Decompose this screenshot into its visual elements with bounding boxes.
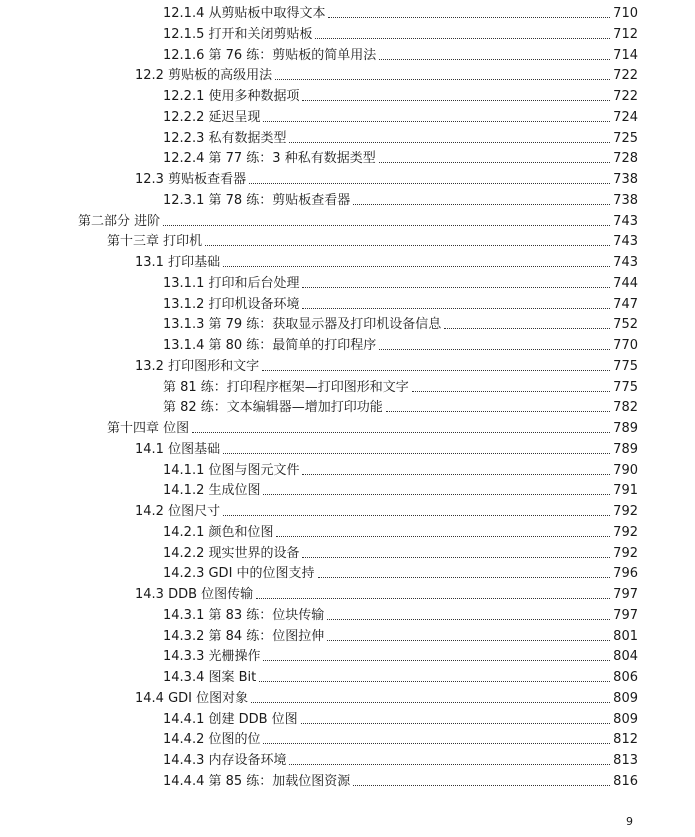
toc-leader-dots [328, 16, 610, 18]
toc-entry-title: 14.3.2 第 84 练：位图拉伸 [163, 628, 325, 644]
toc-entry [163, 313, 638, 333]
toc-entry-page: 812 [613, 732, 638, 748]
toc-entry [135, 438, 638, 458]
toc-entry [163, 749, 638, 769]
toc-entry [163, 770, 638, 790]
toc-entry-page: 790 [613, 462, 638, 478]
toc-leader-dots [327, 618, 610, 620]
toc-leader-dots [205, 244, 610, 246]
toc-entry-title: 14.3 DDB 位图传输 [135, 587, 254, 602]
toc-entry-title: 13.1.1 打印和后台处理 [163, 275, 300, 291]
toc-leader-dots [379, 58, 610, 60]
toc-entry-title: 14.4 GDI 位图对象 [135, 690, 249, 706]
toc-leader-dots [302, 307, 610, 309]
toc-entry-page: 792 [613, 504, 638, 519]
toc-entry [135, 168, 638, 188]
toc-entry-title: 12.2.3 私有数据类型 [163, 130, 287, 146]
toc-entry-title: 14.4.3 内存设备环境 [163, 753, 287, 768]
toc-entry-page: 816 [613, 773, 638, 789]
toc-entry-title: 14.4.1 创建 DDB 位图 [163, 711, 298, 727]
toc-leader-dots [163, 224, 610, 226]
toc-entry-title: 14.4.4 第 85 练：加载位图资源 [163, 773, 351, 789]
toc-entry-page: 801 [613, 628, 638, 644]
toc-entry-title: 12.1.6 第 76 练：剪贴板的简单用法 [163, 47, 377, 63]
toc-entry-page: 722 [613, 68, 638, 84]
toc-entry [135, 687, 638, 707]
toc-leader-dots [379, 161, 610, 163]
toc-entry-page: 738 [613, 172, 638, 187]
toc-leader-dots [379, 348, 610, 350]
toc-entry-page: 796 [613, 566, 638, 582]
toc-leader-dots [262, 369, 610, 371]
toc-leader-dots [327, 639, 610, 641]
toc-entry-page: 806 [613, 670, 638, 685]
toc-entry-page: 789 [613, 421, 638, 436]
toc-entry [135, 500, 638, 520]
toc-entry [163, 147, 638, 167]
toc-leader-dots [302, 99, 610, 101]
toc-entry [135, 355, 638, 375]
toc-entry-page: 813 [613, 753, 638, 768]
toc-entry-title: 12.2.1 使用多种数据项 [163, 89, 300, 104]
toc-entry-title: 13.2 打印图形和文字 [135, 358, 260, 374]
toc-entry-title: 第十四章 位图 [107, 421, 190, 436]
toc-entry-title: 第 82 练：文本编辑器—增加打印功能 [163, 400, 383, 416]
toc-entry-page: 743 [613, 234, 638, 250]
toc-leader-dots [223, 452, 610, 454]
toc-entry [163, 23, 638, 43]
toc-entry-title: 14.2 位图尺寸 [135, 504, 221, 519]
toc-entry [163, 562, 638, 582]
page-number: 9 [626, 815, 633, 828]
toc-entry [107, 417, 638, 437]
toc-entry-title: 第十三章 打印机 [107, 234, 203, 250]
toc-entry-page: 724 [613, 109, 638, 125]
toc-entry-page: 775 [613, 358, 638, 374]
toc-entry-page: 797 [613, 587, 638, 602]
toc-leader-dots [444, 327, 610, 329]
toc-entry-title: 14.4.2 位图的位 [163, 732, 261, 748]
toc-entry-page: 722 [613, 89, 638, 104]
toc-entry-title: 13.1 打印基础 [135, 255, 221, 270]
toc-leader-dots [223, 514, 610, 516]
toc-entry-page: 710 [613, 6, 638, 21]
toc-entry-title: 13.1.4 第 80 练：最简单的打印程序 [163, 338, 377, 353]
toc-entry-title: 12.2.4 第 77 练：3 种私有数据类型 [163, 151, 376, 167]
toc-entry [163, 106, 638, 126]
toc-entry-title: 14.1.2 生成位图 [163, 483, 261, 499]
toc-entry [163, 479, 638, 499]
toc-entry-title: 12.3 剪贴板查看器 [135, 172, 247, 187]
toc-leader-dots [386, 410, 610, 412]
toc-leader-dots [263, 120, 610, 122]
toc-leader-dots [256, 597, 610, 599]
toc-entry [163, 334, 638, 354]
toc-leader-dots [289, 141, 610, 143]
toc-entry-page: 728 [613, 151, 638, 167]
toc-entry [135, 251, 638, 271]
toc-entry-page: 743 [613, 255, 638, 270]
toc-entry-title: 14.1.1 位图与图元文件 [163, 462, 300, 478]
toc-entry-page: 712 [613, 26, 638, 42]
toc-entry-page: 738 [613, 192, 638, 208]
toc-entry-title: 12.1.5 打开和关闭剪贴板 [163, 26, 313, 42]
toc-entry-title: 13.1.2 打印机设备环境 [163, 296, 300, 312]
toc-entry-title: 14.2.1 颜色和位图 [163, 524, 274, 540]
toc-entry-title: 14.3.4 图案 Bit [163, 670, 257, 685]
toc-leader-dots [251, 701, 610, 703]
toc-entry [163, 728, 638, 748]
toc-leader-dots [259, 680, 610, 682]
toc-leader-dots [302, 556, 610, 558]
toc-entry-page: 725 [613, 130, 638, 146]
toc-leader-dots [263, 493, 610, 495]
toc-entry-page: 743 [613, 213, 638, 229]
toc-entry-page: 797 [613, 607, 638, 623]
toc-leader-dots [318, 576, 610, 578]
toc-leader-dots [353, 203, 610, 205]
toc-entry-page: 792 [613, 524, 638, 540]
toc-entry [163, 2, 638, 22]
toc-leader-dots [315, 37, 610, 39]
toc-entry [135, 583, 638, 603]
toc-leader-dots [353, 784, 610, 786]
toc-entry-page: 752 [613, 317, 638, 333]
toc-entry-title: 12.2 剪贴板的高级用法 [135, 68, 273, 84]
toc-entry-title: 14.3.3 光栅操作 [163, 649, 261, 665]
toc-entry [163, 604, 638, 624]
toc-entry-title: 第二部分 进阶 [78, 213, 161, 229]
toc-entry-title: 14.1 位图基础 [135, 441, 221, 457]
toc-entry [163, 666, 638, 686]
toc-leader-dots [289, 763, 610, 765]
toc-entry-title: 12.2.2 延迟呈现 [163, 109, 261, 125]
toc-entry-page: 782 [613, 400, 638, 416]
toc-entry [163, 293, 638, 313]
toc-leader-dots [263, 742, 610, 744]
toc-entry-page: 775 [613, 379, 638, 395]
toc-entry-title: 14.3.1 第 83 练：位块传输 [163, 607, 325, 623]
toc-entry [163, 625, 638, 645]
toc-entry-page: 770 [613, 338, 638, 353]
toc-entry-title: 13.1.3 第 79 练：获取显示器及打印机设备信息 [163, 317, 442, 333]
toc-leader-dots [223, 265, 610, 267]
toc-leader-dots [302, 473, 610, 475]
toc-leader-dots [263, 659, 610, 661]
toc-entry-title: 12.1.4 从剪贴板中取得文本 [163, 6, 326, 21]
toc-entry [163, 376, 638, 396]
toc-entry-title: 14.2.2 现实世界的设备 [163, 545, 300, 561]
toc-leader-dots [412, 390, 610, 392]
toc-entry [163, 85, 638, 105]
toc-leader-dots [192, 431, 610, 433]
toc-entry [135, 64, 638, 84]
toc-entry-title: 12.3.1 第 78 练：剪贴板查看器 [163, 192, 351, 208]
toc-entry [163, 542, 638, 562]
toc-entry [163, 127, 638, 147]
toc-entry-page: 809 [613, 690, 638, 706]
toc-entry [163, 272, 638, 292]
toc-entry-page: 791 [613, 483, 638, 499]
toc-leader-dots [301, 722, 610, 724]
toc-entry-title: 第 81 练：打印程序框架—打印图形和文字 [163, 379, 409, 395]
toc-entry [163, 189, 638, 209]
toc-entry-page: 714 [613, 47, 638, 63]
toc-entry [78, 210, 638, 230]
toc-entry [163, 44, 638, 64]
toc-entry [163, 459, 638, 479]
toc-entry [163, 521, 638, 541]
toc-leader-dots [302, 286, 610, 288]
toc-leader-dots [249, 182, 610, 184]
toc-entry [163, 708, 638, 728]
toc-leader-dots [275, 78, 610, 80]
toc-entry [163, 396, 638, 416]
toc-entry-page: 789 [613, 441, 638, 457]
toc-entry [107, 230, 638, 250]
toc-entry [163, 645, 638, 665]
toc-entry-page: 804 [613, 649, 638, 665]
toc-entry-page: 744 [613, 275, 638, 291]
toc-entry-title: 14.2.3 GDI 中的位图支持 [163, 566, 315, 582]
toc-entry-page: 747 [613, 296, 638, 312]
toc-leader-dots [276, 535, 610, 537]
toc-entry-page: 809 [613, 711, 638, 727]
toc-entry-page: 792 [613, 545, 638, 561]
